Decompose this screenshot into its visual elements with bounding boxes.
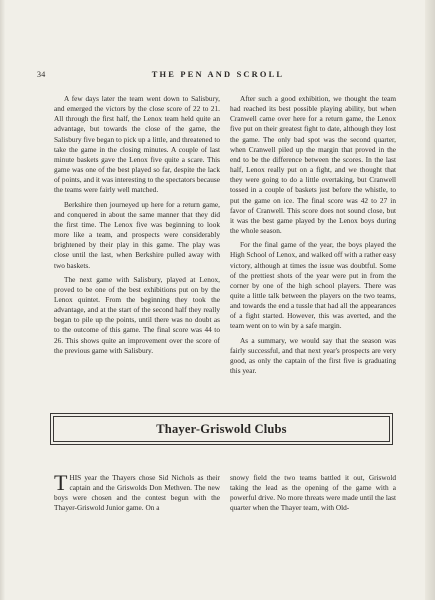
article-column-right: [230, 94, 396, 380]
section-heading-inner-border: [53, 416, 390, 442]
drop-cap: T: [54, 470, 68, 495]
article-column-left: [54, 94, 220, 360]
paragraph: For the final game of the year, the boys played the High School of Lenox, and walked off with a rather easy victory, although at times the issue was doubtful. Some of the prettiest shots of the year were put in from the corner by one of the high school players. There was quite a little talk between the players on the two teams, and towards the end a tussle that had all the appearances of a fight started. However, this was averted, and the team went on to win by a safe margin.: [230, 240, 396, 331]
section-paragraph: [54, 470, 220, 514]
section-column-left: [54, 470, 220, 514]
paragraph: Berkshire then journeyed up here for a return game, and conquered in about the same manner that they did the first time. The Lenox five was beginning to look more like a team, and prospects were considerably brightened by their play in this game. The play was close until the last, when Berkshire pulled away with two baskets.: [54, 199, 220, 270]
section-heading-box: [50, 413, 393, 445]
section-paragraph: snowy field the two teams battled it out, Griswold taking the lead as the opening of the game with a powerful drive. No more threats were made until the last quarter when the Thayer team, with Old-: [230, 473, 396, 513]
page-number: 34: [37, 70, 46, 79]
page-edge-right: [425, 0, 435, 600]
paragraph: After such a good exhibition, we thought the team had reached its best possible playing ability, but when Cranwell came over here for a return game, the Lenox five put on their greatest fight to date, although they lost the game. The only bad spot was the second quarter, when Cranwell piled up the margin that proved in the end to be the difference between the scores. In the last half, Lenox really put on a fight, and we thought that they were going to do a little overtaking, but Cranwell tossed in a couple of baskets just before the whistle, to put the game on ice. The final score was 42 to 27 in favor of Cranwell. This score does not sound close, but it was the best game played by the Lenox boys during the whole season.: [230, 94, 396, 236]
section-column-right: [230, 473, 396, 514]
page-header: [37, 70, 399, 82]
paragraph: As a summary, we would say that the season was fairly successful, and that next year's prospects are very good, as only the captain of the first five is graduating this year.: [230, 335, 396, 376]
section-title: Thayer-Griswold Clubs: [156, 421, 287, 436]
page-edge-left: [0, 0, 5, 600]
paragraph: The next game with Salisbury, played at Lenox, proved to be one of the best exhibitions put on by the Lenox quintet. From the beginning they took the advantage, and at the start of the second half they really began to pile up the points, until there was no doubt as to the outcome of this game. The final score was 44 to 26. This shows quite an improvement over the score of the previous game with Salisbury.: [54, 274, 220, 355]
section-paragraph-text: HIS year the Thayers chose Sid Nichols as their captain and the Griswolds Don Methven. The new boys were chosen and the contest begun with the Thayer-Griswold Junior game. On a: [54, 473, 220, 513]
paragraph: A few days later the team went down to Salisbury, and emerged the victors by the close score of 22 to 21. All through the first half, the Lenox team held quite an advantage, but towards the close of the game, the Salisbury five began to pick up a little, and threatened to take the game in the closing minutes. A couple of last minute baskets gave the Lenox five quite a scare. This game was one of the best played so far, despite the lack of points, and it was interesting to the spectators because the teams were fairly well matched.: [54, 94, 220, 195]
running-title: THE PEN AND SCROLL: [151, 70, 285, 79]
